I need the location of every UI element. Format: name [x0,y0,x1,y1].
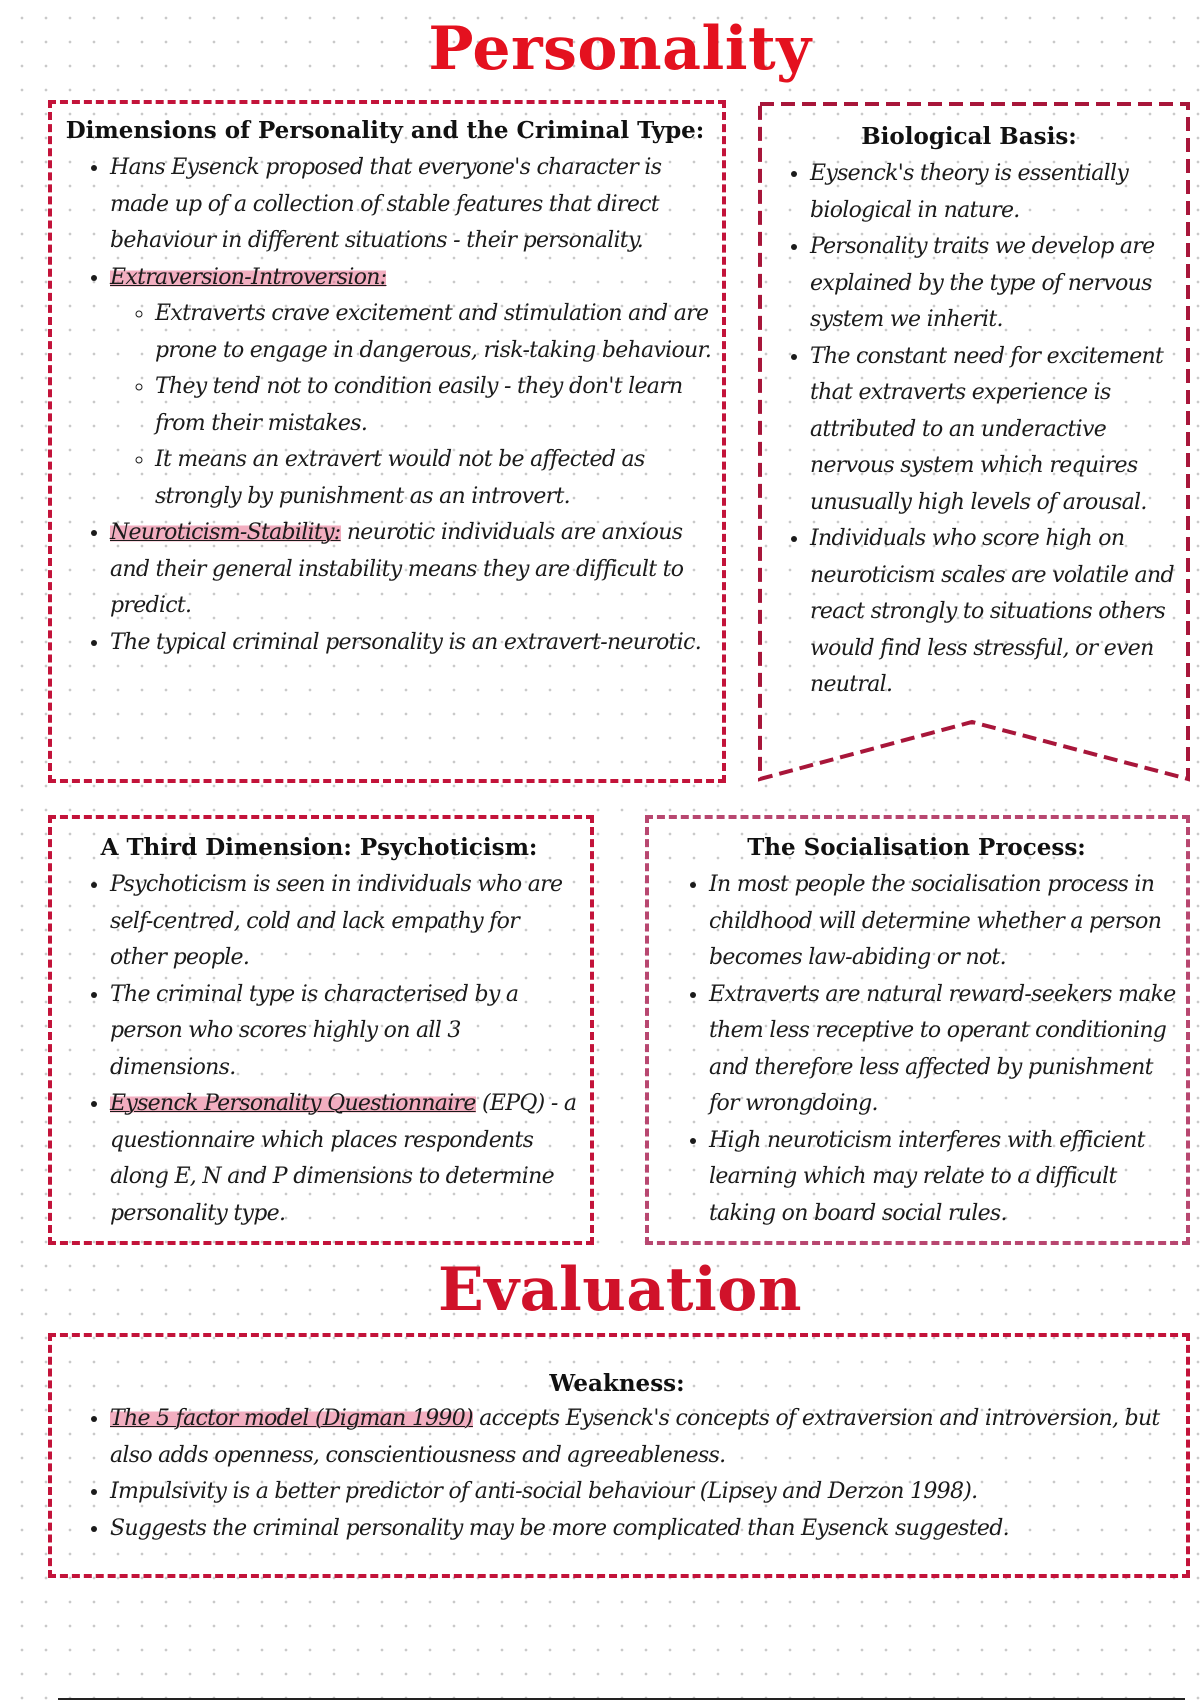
dimensions-box [48,100,726,783]
weakness-list [58,1401,1176,1547]
list-item [110,515,712,625]
evaluation-title: Evaluation [438,1255,802,1325]
list-item: • Individuals who score high on neuroticism scales are volatile and react strongly to situations others would find less stressful, or even neutral. [810,521,1180,704]
list-item [110,1086,580,1232]
list-item: • High neuroticism interferes with efficient learning which may relate to a difficult taking on board social rules. [709,1123,1176,1233]
socialisation-list [657,867,1176,1232]
biological-heading: Biological Basis: [861,123,1077,150]
list-item-text: neurotic individuals are anxious and their general instability means they are difficult to predict. [110,520,684,618]
sub-list-item: ◦ Extraverts crave excitement and stimulation and are prone to engage in dangerous, risk-taking behaviour. [155,296,712,369]
weakness-box [48,1333,1190,1578]
psychoticism-list [58,867,580,1232]
list-item [110,260,712,516]
list-item: • Hans Eysenck proposed that everyone's character is made up of a collection of stable features that direct behaviour in different situations - their personality. [110,150,712,260]
list-item: • Suggests the criminal personality may be more complicated than Eysenck suggested. [110,1511,1176,1548]
highlighted-term: Eysenck Personality Questionnaire [110,1091,476,1116]
list-item: • Personality traits we develop are explained by the type of nervous system we inherit. [810,229,1180,339]
psychoticism-box [48,815,594,1245]
weakness-heading: Weakness: [549,1370,685,1397]
list-item: • Eysenck's theory is essentially biological in nature. [810,156,1180,229]
list-item: • Psychoticism is seen in individuals who are self-centred, cold and lack empathy for other people. [110,867,580,977]
list-item: • Extraverts are natural reward-seekers make them less receptive to operant conditioning and therefore less affected by punishment for wrongdoing. [709,977,1176,1123]
list-item-text: (EPQ) - a questionnaire which places respondents along E, N and P dimensions to determine personality type. [110,1091,577,1226]
highlighted-term: The 5 factor model (Digman 1990) [110,1406,473,1431]
sub-list-item: ◦ It means an extravert would not be affected as strongly by punishment as an introvert. [155,442,712,515]
list-item [110,1401,1176,1474]
list-item-text: accepts Eysenck's concepts of extraversion and introversion, but also adds openness, conscientiousness and agreeableness. [110,1406,1160,1468]
biological-list [758,156,1180,704]
dimensions-list [58,150,712,661]
list-item: • The criminal type is characterised by a person who scores highly on all 3 dimensions. [110,977,580,1087]
sub-list [110,296,712,515]
sub-list-item: ◦ They tend not to condition easily - they don't learn from their mistakes. [155,369,712,442]
highlighted-term: Neuroticism-Stability: [110,520,341,545]
dimensions-heading: Dimensions of Personality and the Criminal Type: [65,117,705,144]
psychoticism-heading: A Third Dimension: Psychoticism: [100,834,538,861]
list-item: • In most people the socialisation process in childhood will determine whether a person becomes law-abiding or not. [709,867,1176,977]
biological-basis-box [758,102,1190,787]
list-item: • Impulsivity is a better predictor of anti-social behaviour (Lipsey and Derzon 1998). [110,1474,1176,1511]
list-item: • The constant need for excitement that extraverts experience is attributed to an underactive nervous system which requires unusually high levels of arousal. [810,339,1180,522]
page-title: Personality [428,14,812,84]
list-item: • The typical criminal personality is an extravert-neurotic. [110,625,712,662]
socialisation-heading: The Socialisation Process: [747,834,1086,861]
socialisation-box [645,815,1190,1245]
highlighted-term: Extraversion-Introversion: [110,264,387,290]
